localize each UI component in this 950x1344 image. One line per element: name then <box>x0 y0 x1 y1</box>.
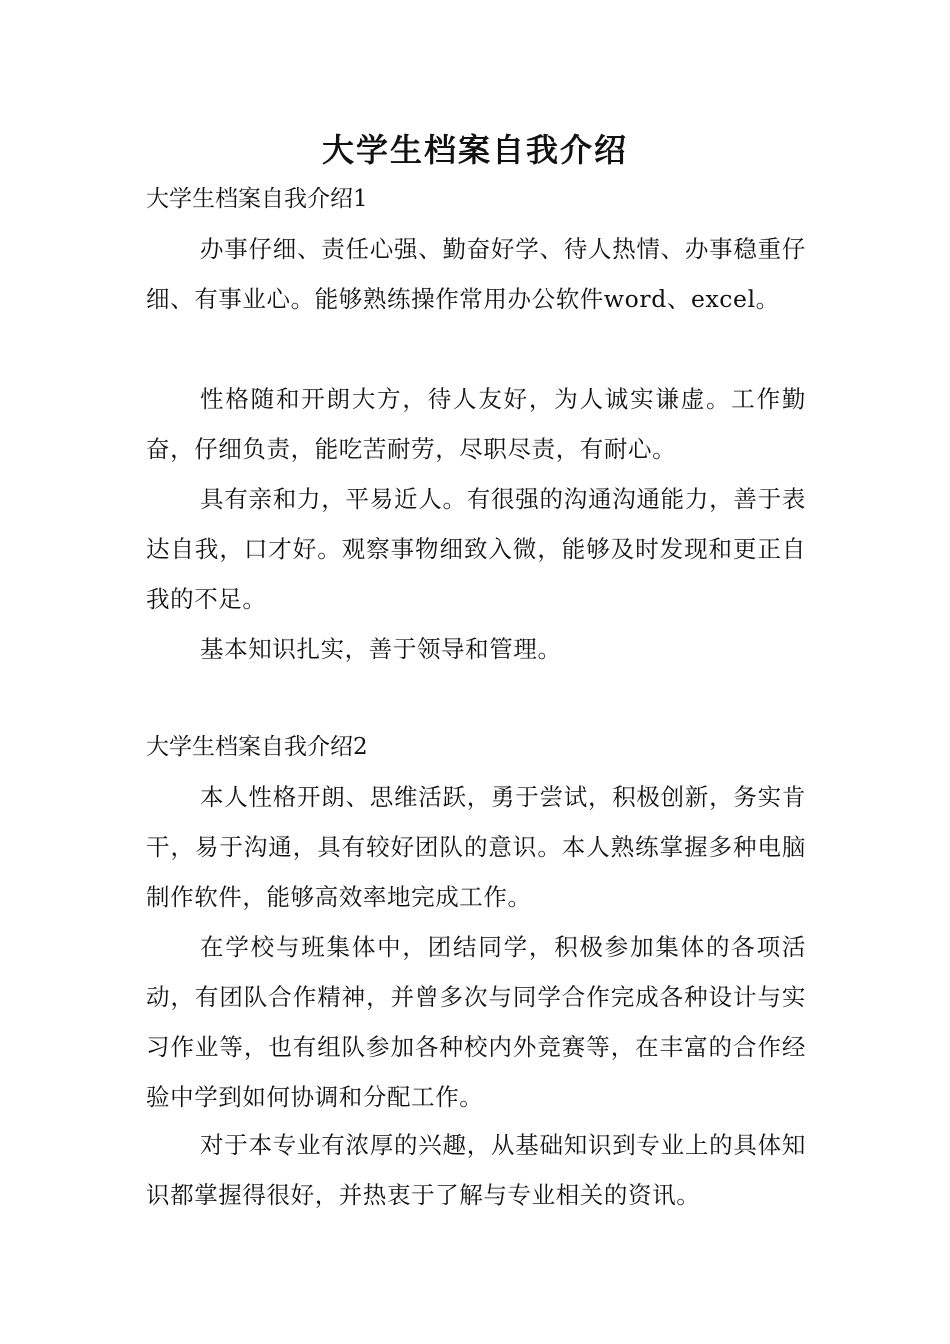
section-2-paragraph-1: 本人性格开朗、思维活跃，勇于尝试，积极创新，务实肯干，易于沟通，具有较好团队的意识。本人熟练掌握多种电脑制作软件，能够高效率地完成工作。 <box>146 783 806 911</box>
section-2-paragraph-3: 对于本专业有浓厚的兴趣，从基础知识到专业上的具体知识都掌握得很好，并热衷于了解与专业相关的资讯。 <box>146 1131 806 1209</box>
section-1-paragraph-3: 具有亲和力，平易近人。有很强的沟通沟通能力，善于表达自我，口才好。观察事物细致入微，能够及时发现和更正自我的不足。 <box>146 485 806 613</box>
section-heading-1: 大学生档案自我介绍1 <box>146 186 368 212</box>
section-1-paragraph-1: 办事仔细、责任心强、勤奋好学、待人热情、办事稳重仔细、有事业心。能够熟练操作常用办公软件word、excel。 <box>146 235 806 313</box>
section-heading-2: 大学生档案自我介绍2 <box>146 734 368 760</box>
section-2-paragraph-2: 在学校与班集体中，团结同学，积极参加集体的各项活动，有团队合作精神，并曾多次与同学合作完成各种设计与实习作业等，也有组队参加各种校内外竞赛等，在丰富的合作经验中学到如何协调和分配工作。 <box>146 933 806 1111</box>
document-title: 大学生档案自我介绍 <box>321 131 628 169</box>
section-1-paragraph-2: 性格随和开朗大方，待人友好，为人诚实谦虚。工作勤奋，仔细负责，能吃苦耐劳，尽职尽责，有耐心。 <box>146 385 806 463</box>
section-1-paragraph-4: 基本知识扎实，善于领导和管理。 <box>200 635 562 663</box>
